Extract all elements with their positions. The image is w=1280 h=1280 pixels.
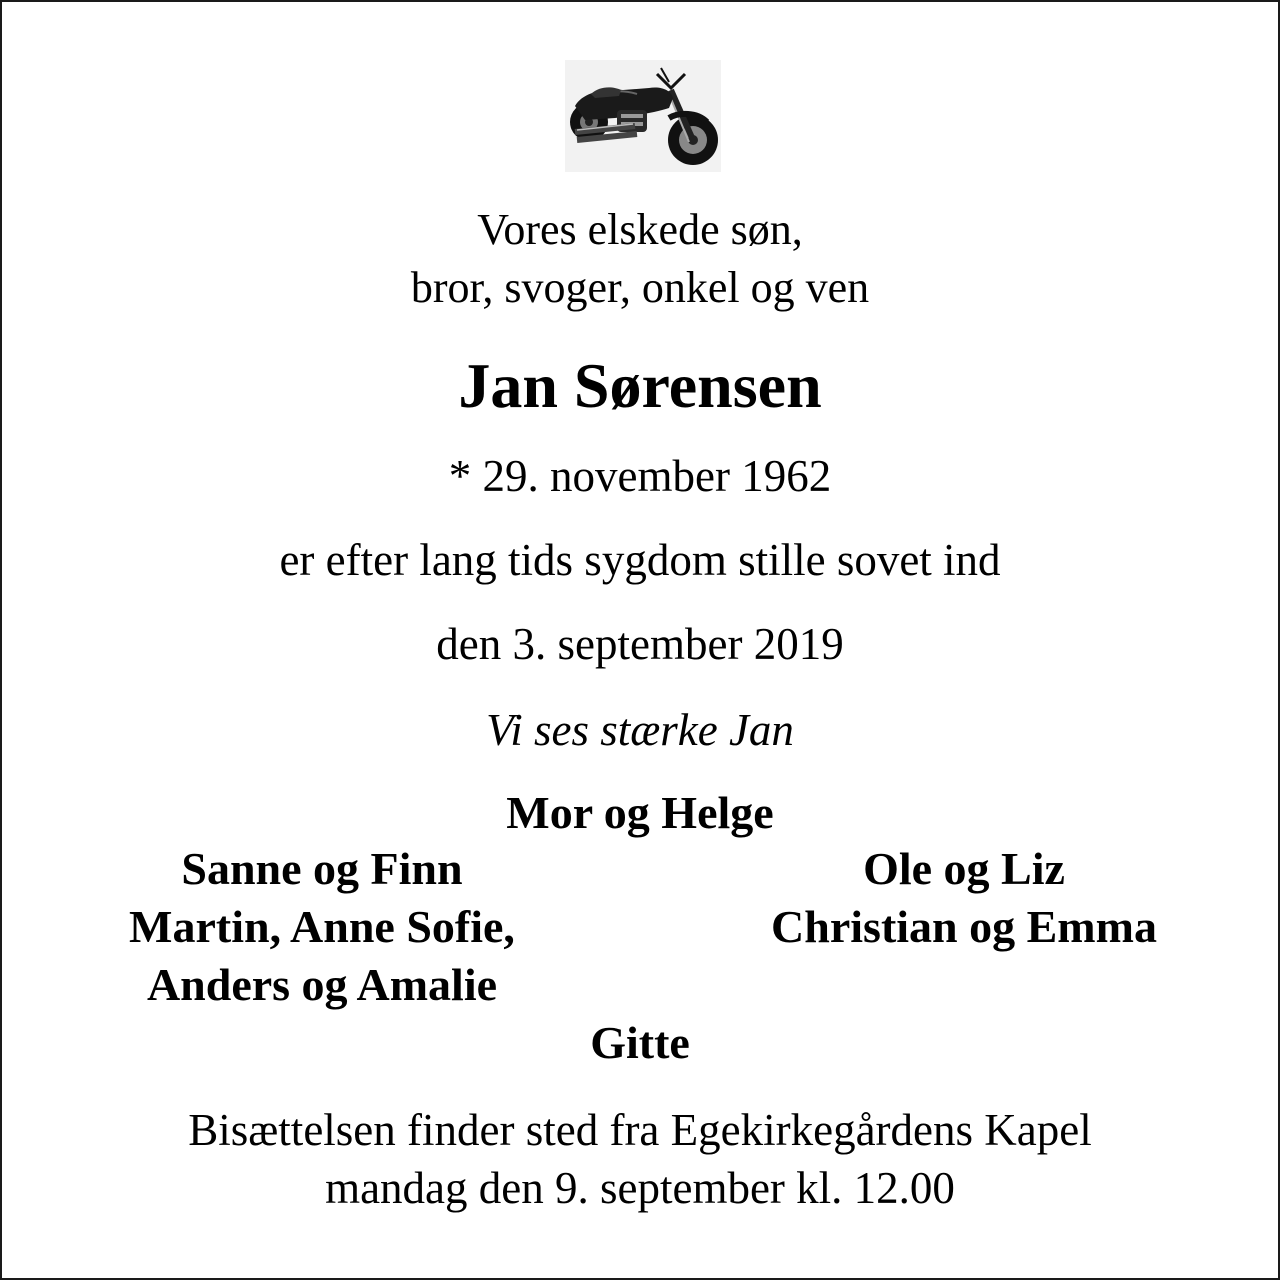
motto: Vi ses stærke Jan <box>486 705 794 755</box>
family-bottom: Gitte <box>590 1017 690 1068</box>
deceased-name: Jan Sørensen <box>458 350 822 421</box>
family-right-line: Christian og Emma <box>771 901 1157 952</box>
announcement-text: er efter lang tids sygdom stille sovet ind <box>279 535 1001 585</box>
birth-date: * 29. november 1962 <box>448 451 832 501</box>
funeral-time: mandag den 9. september kl. 12.00 <box>325 1163 955 1213</box>
family-left-line: Sanne og Finn <box>181 843 463 894</box>
funeral-location: Bisættelsen finder sted fra Egekirkegårdens Kapel <box>188 1105 1092 1155</box>
intro-line-1: Vores elskede søn, <box>477 205 803 254</box>
family-left-column <box>102 840 542 1014</box>
family-left-line: Anders og Amalie <box>146 959 498 1010</box>
death-date: den 3. september 2019 <box>436 619 844 669</box>
intro-line-2: bror, svoger, onkel og ven <box>410 263 870 312</box>
motorcycle-icon <box>565 60 721 172</box>
family-right-line: Ole og Liz <box>863 843 1065 894</box>
family-right-column <box>734 840 1194 956</box>
family-left-line: Martin, Anne Sofie, <box>129 901 515 952</box>
family-top: Mor og Helge <box>506 787 774 838</box>
